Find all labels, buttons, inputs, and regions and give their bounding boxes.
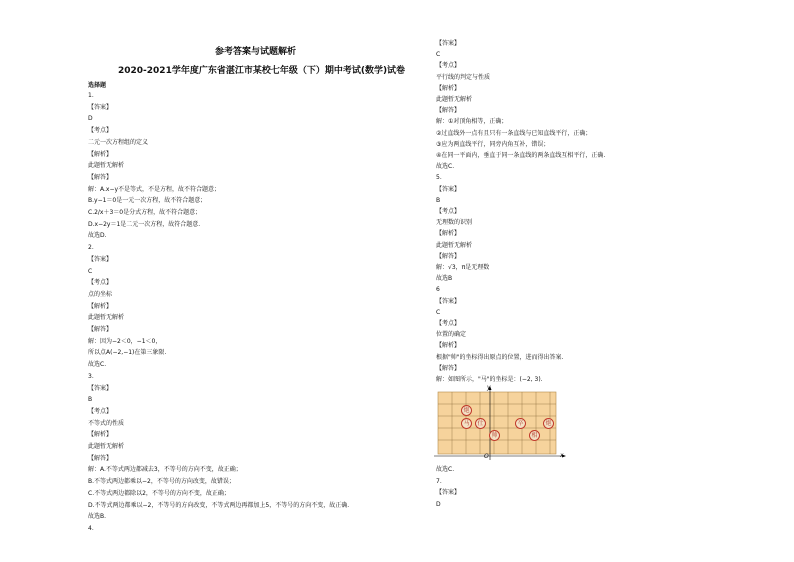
text-line: 【解析】 (88, 431, 113, 439)
text-line: 3. (88, 372, 94, 380)
text-line: 平行线的判定与性质 (436, 73, 491, 81)
text-line: D.x−2y＝1是二元一次方程，故符合题意. (88, 220, 201, 228)
text-line: 【解析】 (436, 230, 461, 238)
text-line: 解：√3，π是无理数 (436, 264, 490, 271)
text-line: 【考点】 (436, 208, 461, 215)
text-line: 【答案】 (436, 489, 461, 496)
text-line: 6 (436, 286, 440, 294)
text-line: 故选C. (88, 361, 107, 369)
text-line: 【答案】 (88, 255, 113, 263)
text-line: ②过直线外一点有且只有一条直线与已知直线平行，正确； (436, 129, 592, 137)
text-line: 此题暂无解析 (88, 314, 125, 322)
text-line: 解：A.x−y不是等式，不是方程，故不符合题意； (88, 185, 221, 193)
text-line: 【解答】 (88, 454, 113, 462)
text-line: B.不等式两边都乘以−2，不等号的方向改变，故错误； (88, 478, 235, 486)
text-line: 无理数的识别 (436, 219, 473, 227)
text-line: 【考点】 (436, 62, 461, 70)
chess-piece-zu: 卒 (515, 418, 526, 429)
text-line: 点的坐标 (88, 290, 113, 298)
text-line: D (88, 115, 93, 123)
text-line: 【考点】 (88, 279, 113, 287)
text-line: 所以点A(−2,−1)在第三象限. (88, 349, 167, 357)
text-line: 【解答】 (88, 326, 113, 333)
text-line: 7. (436, 477, 442, 485)
text-line: 故选B (436, 275, 453, 283)
text-line: 【考点】 (88, 407, 113, 415)
chess-piece-shi: 仕 (475, 418, 486, 429)
text-line: ③应为两直线平行，同旁内角互补，错误； (436, 140, 550, 148)
text-line: 5. (436, 174, 442, 182)
text-line: 解：①对顶角相等，正确； (436, 118, 508, 126)
chess-piece-pao-right: 炮 (543, 418, 554, 429)
section-heading: 选择题 (88, 82, 107, 89)
text-line: 故选C. (436, 466, 455, 473)
text-line: 【答案】 (436, 40, 461, 47)
text-line: D.不等式两边都乘以−2，不等号的方向改变，不等式两边再都加上5，不等号的方向不变，故正确. (88, 501, 350, 509)
answer-title: 参考答案与试题解析 (215, 47, 297, 57)
text-line: 故选D. (88, 232, 107, 240)
text-line: 此题暂无解析 (88, 443, 125, 450)
text-line: 此题暂无解析 (436, 96, 473, 103)
text-line: 【答案】 (88, 103, 113, 111)
text-line: 此题暂无解析 (436, 241, 473, 249)
chess-piece-xiang: 相 (529, 430, 540, 441)
text-line: C (436, 308, 441, 316)
chess-piece-shuai: 帅 (489, 430, 500, 441)
text-line: 故选C. (436, 163, 455, 171)
text-line: C (436, 51, 441, 59)
text-line: D (436, 500, 441, 508)
text-line: 1. (88, 92, 94, 99)
text-line: 根据"帅"的坐标得出原点的位置，进而得出答案. (436, 353, 564, 361)
text-line: 【解析】 (436, 84, 461, 92)
text-line: 【解答】 (436, 364, 461, 372)
text-line: 【解答】 (436, 252, 461, 260)
text-line: 【解答】 (436, 107, 461, 115)
text-line: 解：如图所示，"马"的坐标是：(−2, 3). (436, 376, 543, 383)
text-line: ④在同一平面内，垂直于同一条直线的两条直线互相平行，正确. (436, 152, 606, 159)
chess-piece-pao: 炮 (461, 405, 472, 416)
text-line: 【答案】 (436, 185, 461, 193)
text-line: 二元一次方程组的定义 (88, 138, 149, 146)
chess-piece-ma: 马 (461, 418, 472, 429)
text-line: 不等式的性质 (88, 419, 125, 427)
exam-title: 2020-2021学年度广东省湛江市某校七年级（下）期中考试(数学)试卷 (118, 66, 406, 76)
text-line: 解：A.不等式两边都减去3，不等号的方向不变，故正确； (88, 466, 242, 474)
y-axis-label: y (487, 384, 491, 391)
text-line: C.不等式两边都除以2，不等号的方向不变，故正确； (88, 489, 230, 497)
text-line: 【解析】 (88, 302, 113, 310)
text-line: B.y−1＝0是一元一次方程，故不符合题意； (88, 197, 207, 205)
text-line: 此题暂无解析 (88, 162, 125, 170)
text-line: 位置的确定 (436, 331, 467, 339)
text-line: B (88, 396, 93, 404)
text-line: 故选B. (88, 513, 107, 521)
text-line: 2. (88, 244, 94, 252)
text-line: 【考点】 (436, 320, 461, 327)
text-line: 【考点】 (88, 127, 113, 135)
text-line: C (88, 267, 93, 275)
text-line: C.2/x＋3＝0是分式方程，故不符合题意； (88, 209, 202, 216)
text-line: B (436, 196, 441, 204)
origin-label: O (484, 453, 489, 460)
text-line: 4. (88, 524, 94, 532)
text-line: 解：因为−2＜0，−1＜0， (88, 337, 162, 345)
x-axis-label: x (560, 452, 564, 459)
text-line: 【答案】 (88, 384, 113, 392)
text-line: 【解答】 (88, 173, 113, 181)
text-line: 【解析】 (88, 150, 113, 158)
text-line: 【解析】 (436, 342, 461, 350)
text-line: 【答案】 (436, 297, 461, 305)
